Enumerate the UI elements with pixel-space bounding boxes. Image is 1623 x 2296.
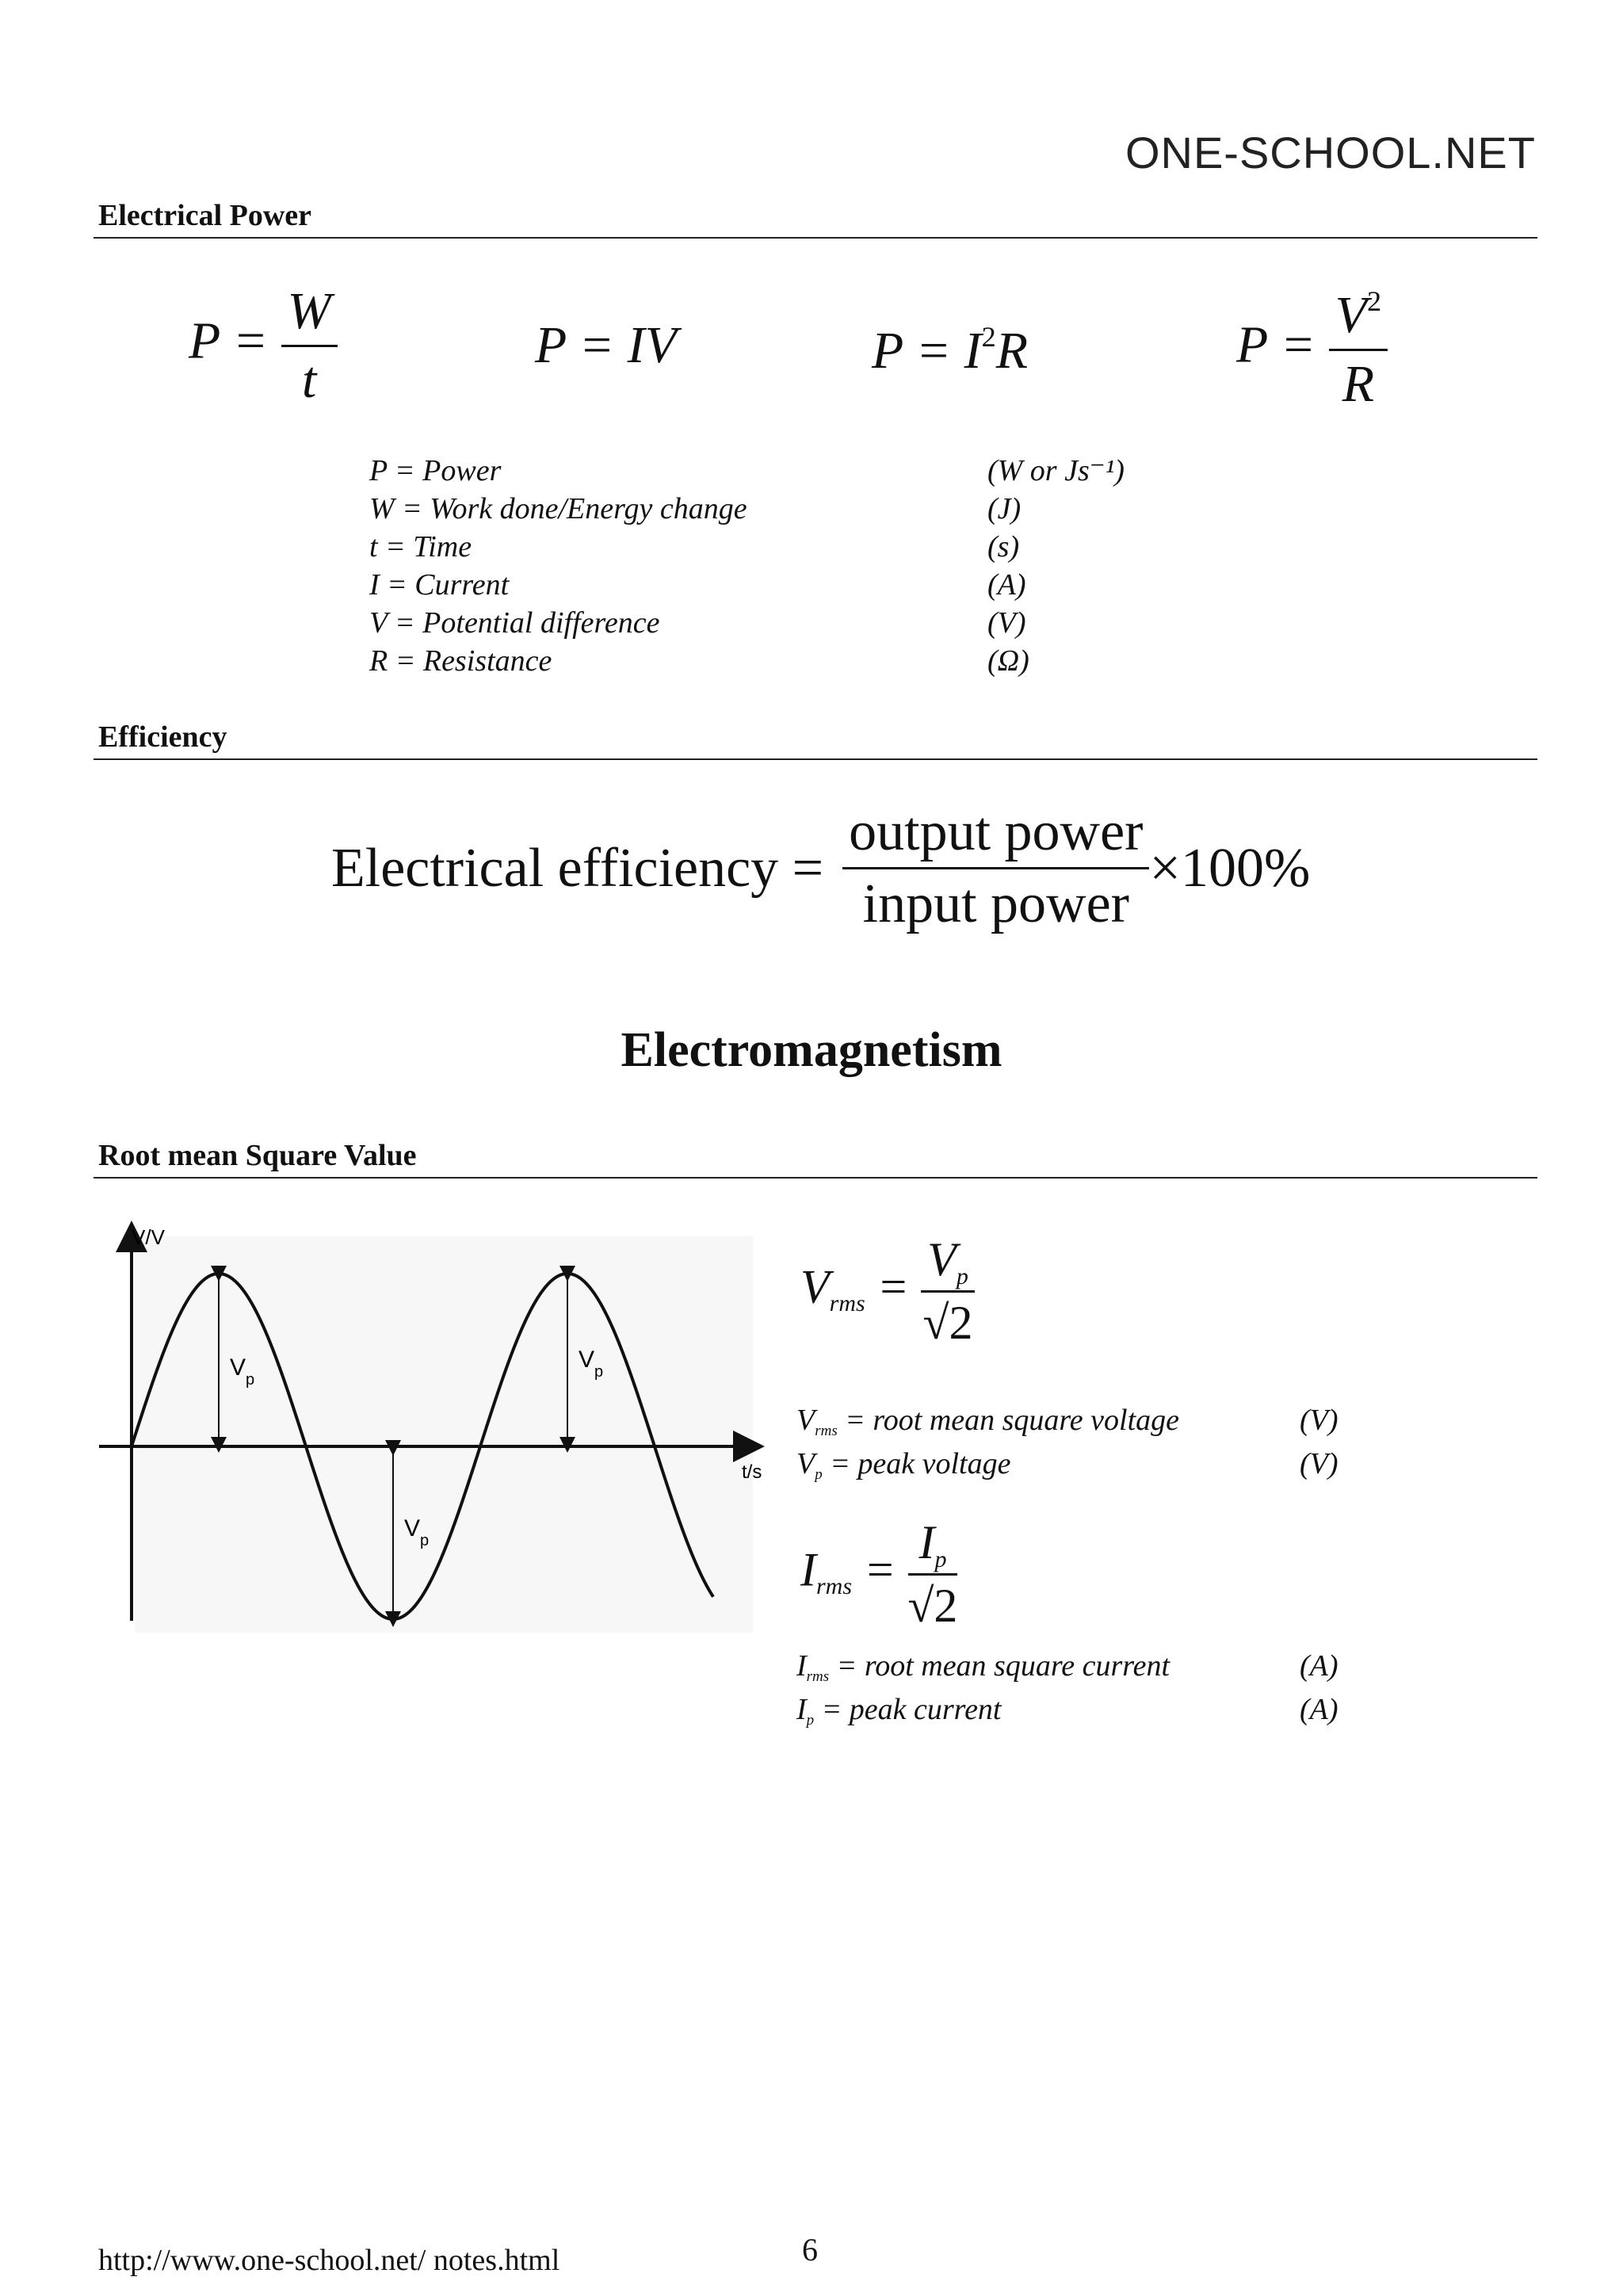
legend-row: P = Power (W or Js⁻¹) — [369, 454, 1125, 487]
efficiency-fraction — [842, 800, 1149, 936]
formula-power-current-voltage: P = IV — [535, 316, 677, 374]
y-axis-label: V/V — [132, 1225, 165, 1249]
legend-row: I = Current (A) — [369, 568, 1026, 602]
graph-background — [135, 1236, 753, 1633]
peak-label: $V_p$ — [579, 1347, 604, 1381]
legend-row: Vrms = root mean square voltage (V) — [796, 1404, 1338, 1439]
legend-row: Ip = peak current (A) — [796, 1693, 1338, 1729]
formula-power-work-time: P = $\frac{W}{t}$ — [189, 281, 338, 411]
section-title-electrical-power: Electrical Power — [98, 199, 312, 232]
formula-vrms: Vrms = $\frac{Vp}{√2}$ — [800, 1232, 975, 1350]
legend-row: V = Potential difference (V) — [369, 606, 1026, 640]
efficiency-denominator: input power — [862, 873, 1129, 934]
section-rule — [94, 237, 1537, 239]
formula-power-current-resistance: $P = I^2R$ — [872, 320, 1029, 380]
site-brand: ONE-SCHOOL.NET — [1125, 128, 1536, 178]
legend-row: t = Time (s) — [369, 530, 1020, 563]
vrms-legend — [796, 1401, 1351, 1488]
page-number: 6 — [802, 2232, 818, 2267]
power-legend — [369, 452, 1162, 680]
section-rule — [94, 758, 1537, 760]
efficiency-numerator: output power — [849, 801, 1144, 862]
efficiency-multiplier: ×100% — [1149, 837, 1311, 899]
efficiency-lhs: Electrical efficiency = — [331, 837, 824, 899]
section-title-rms: Root mean Square Value — [98, 1139, 417, 1172]
legend-row: Irms = root mean square current (A) — [796, 1649, 1338, 1685]
section-title-efficiency: Efficiency — [98, 720, 227, 754]
chapter-heading: Electromagnetism — [621, 1023, 1002, 1077]
legend-row: W = Work done/Energy change (J) — [369, 492, 1022, 525]
formula-electrical-efficiency — [331, 800, 1310, 936]
sine-wave-graph — [87, 1221, 769, 1633]
legend-row: Vp = peak voltage (V) — [796, 1447, 1338, 1483]
section-rule — [94, 1177, 1537, 1179]
formula-irms: Irms = $\frac{Ip}{√2}$ — [800, 1516, 958, 1632]
x-axis-label: t/s — [742, 1461, 762, 1483]
footer-link[interactable]: http://www.one-school.net/ notes.html — [98, 2244, 560, 2277]
formula-power-voltage-resistance: P = $\frac{V^2}{R}$ — [1236, 285, 1388, 415]
peak-label: $V_p$ — [404, 1515, 430, 1549]
legend-row: R = Resistance (Ω) — [369, 644, 1029, 678]
peak-label: $V_p$ — [230, 1354, 255, 1389]
irms-legend — [796, 1647, 1351, 1734]
